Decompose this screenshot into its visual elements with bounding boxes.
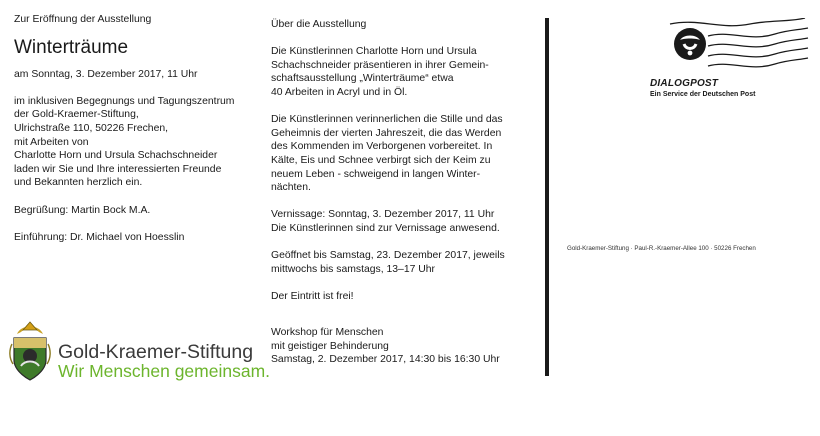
description-line: des Kommenden im Verborgenen vorbereitet. In [271,141,493,153]
opening-hours-line: Geöffnet bis Samstag, 23. Dezember 2017, jeweils [271,250,505,262]
invite-line: und Bekannten herzlich ein. [14,177,143,189]
foundation-slogan: Wir Menschen gemeinsam. [58,361,271,381]
invite-line: Charlotte Horn und Ursula Schachschneider [14,150,218,162]
foundation-crest-logo [9,320,51,382]
description-line: 40 Arbeiten in Acryl und in Öl. [271,86,408,98]
section-heading: Über die Ausstellung [271,19,367,30]
invite-line: Ulrichstraße 110, 50226 Frechen, [14,122,169,134]
free-entry: Der Eintritt ist frei! [271,290,354,302]
description-line: Die Künstlerinnen verinnerlichen die Stille und das [271,114,503,126]
vernissage-line: Vernissage: Sonntag, 3. Dezember 2017, 11 Uhr [271,209,495,221]
foundation-name: Gold-Kraemer-Stiftung [58,341,254,363]
postcard-divider [545,18,549,376]
description-line: Die Künstlerinnen Charlotte Horn und Ursula [271,46,477,58]
description-line: schaftsausstellung „Winterträume“ etwa [271,73,454,85]
workshop-line: Samstag, 2. Dezember 2017, 14:30 bis 16:30 Uhr [271,354,500,366]
dialogpost-label: DIALOGPOST [650,78,719,89]
introduction-speaker: Einführung: Dr. Michael von Hoesslin [14,231,185,243]
description-line: neuem Leben - schweigend in langen Winter- [271,168,481,180]
sender-address: Gold-Kraemer-Stiftung · Paul-R.-Kraemer-Allee 100 · 50226 Frechen [567,245,756,252]
invitation-column [14,13,264,244]
description-line: nächten. [271,182,311,194]
greeting-speaker: Begrüßung: Martin Bock M.A. [14,204,151,216]
vernissage-line: Die Künstlerinnen sind zur Vernissage anwesend. [271,222,500,234]
event-date: am Sonntag, 3. Dezember 2017, 11 Uhr [14,68,198,80]
description-line: Schachschneider präsentieren in ihrer Gemein- [271,59,489,71]
description-line: Kälte, Eis und Schnee verbirgt sich der Keim zu [271,154,491,166]
opening-hours-line: mittwochs bis samstags, 13–17 Uhr [271,263,436,275]
invite-line: im inklusiven Begegnungs und Tagungszentrum [14,95,235,107]
invite-line: mit Arbeiten von [14,136,89,148]
intro-text: Zur Eröffnung der Ausstellung [14,14,152,25]
description-line: Geheimnis der vierten Jahreszeit, die das Werden [271,127,502,139]
exhibition-title: Winterträume [14,36,129,58]
invite-line: der Gold-Kraemer-Stiftung, [14,109,139,121]
workshop-line: Workshop für Menschen [271,327,384,339]
post-service-label: Ein Service der Deutschen Post [650,91,756,98]
workshop-line: mit geistiger Behinderung [271,340,389,352]
exhibition-info-column [271,18,536,367]
invite-line: laden wir Sie und Ihre interessierten Freunde [14,163,222,175]
